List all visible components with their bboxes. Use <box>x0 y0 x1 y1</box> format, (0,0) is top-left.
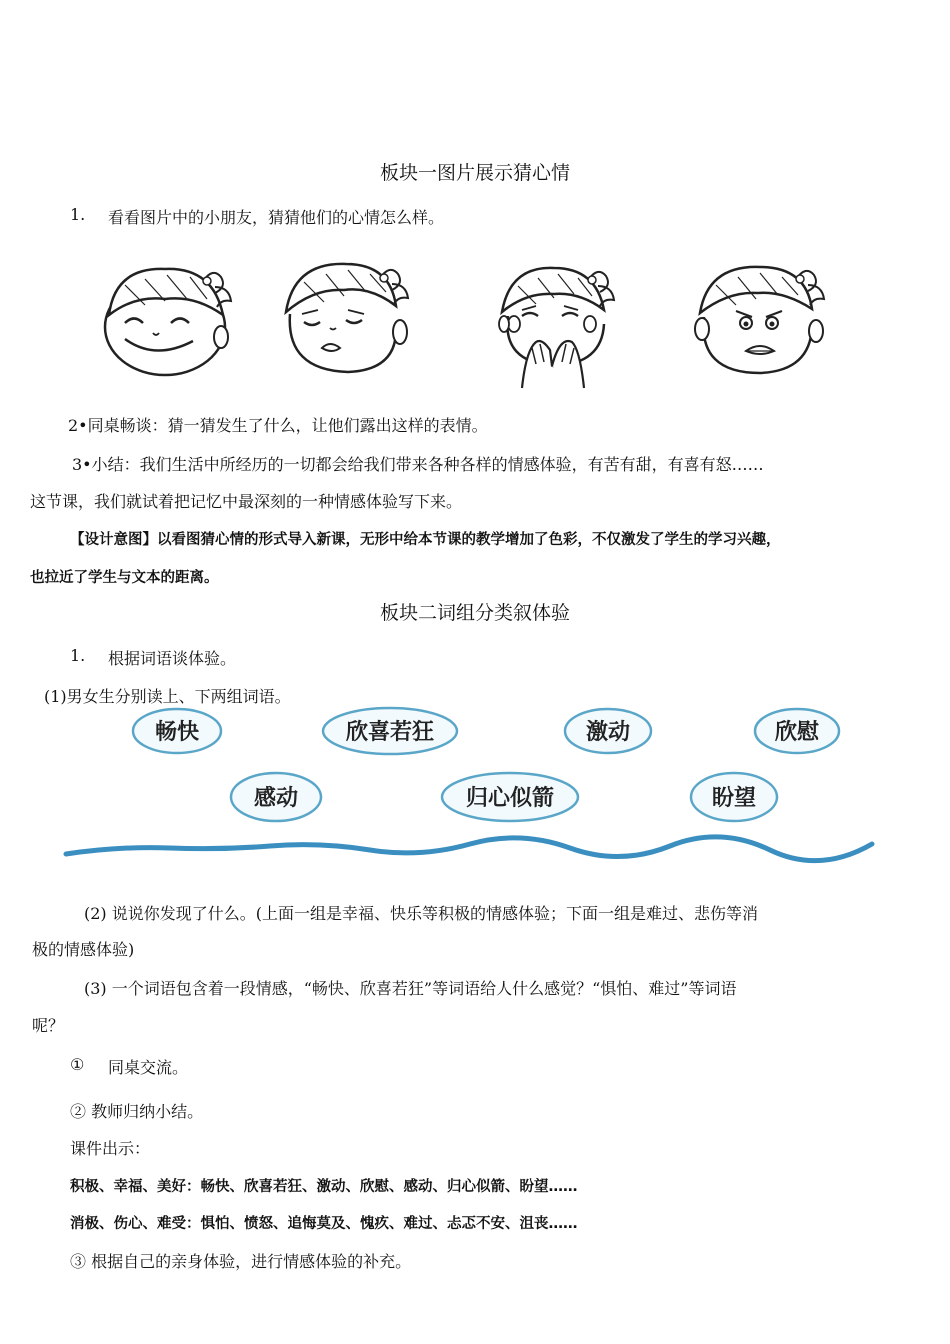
step3-text: ③ 根据自己的亲身体验，进行情感体验的补充。 <box>70 1252 412 1271</box>
word-top-1: 畅快 <box>154 720 200 745</box>
design-intent-label: 【设计意图】 <box>70 532 157 548</box>
section2-item1-text: 根据词语谈体验。 <box>108 649 237 668</box>
courseware-label: 课件出示： <box>70 1139 151 1158</box>
happy-face-icon <box>95 255 245 380</box>
angry-face-icon <box>688 255 838 385</box>
section1-item3-line1: 3•小结：我们生活中所经历的一切都会给我们带来各种各样的情感体验，有苦有甜，有喜有怒…… <box>72 455 764 474</box>
word-bubble-top-1 <box>133 709 221 753</box>
positive-words-line: 积极、幸福、美好：畅快、欣喜若狂、激动、欣慰、感动、归心似箭、盼望…… <box>70 1179 578 1195</box>
wave-divider <box>66 837 872 861</box>
step1-text: 同桌交流。 <box>108 1058 189 1077</box>
word-ellipses <box>60 700 890 870</box>
section2-sub3-line1: (3) 一个词语包含着一段情感，“畅快、欣喜若狂”等词语给人什么感觉？“惧怕、难过”等词语 <box>84 979 737 998</box>
word-bubble-top-3 <box>565 709 651 753</box>
word-top-3: 激动 <box>585 720 631 745</box>
section2-sub1: (1)男女生分别读上、下两组词语。 <box>44 687 291 706</box>
section1-title: 板块一图片展示猜心情 <box>379 162 570 184</box>
section1-item1-text: 看看图片中的小朋友，猜猜他们的心情怎么样。 <box>108 208 445 227</box>
word-bubble-top-2 <box>323 708 457 754</box>
word-bottom-2: 归心似箭 <box>465 786 555 811</box>
design-intent-line1 <box>70 528 781 549</box>
section2-sub2-line1: (2) 说说你发现了什么。(上面一组是幸福、快乐等积极的情感体验；下面一组是难过、悲伤等消 <box>84 904 758 923</box>
section2-sub2-line2: 极的情感体验) <box>32 940 135 959</box>
section1-item1-number: 1. <box>70 205 86 224</box>
section1-item3-line2: 这节课，我们就试着把记忆中最深刻的一种情感体验写下来。 <box>30 492 463 511</box>
section2-title: 板块二词组分类叙体验 <box>379 602 570 624</box>
word-bottom-1: 感动 <box>253 786 299 811</box>
word-bottom-3: 盼望 <box>711 786 757 811</box>
step2-text: ② 教师归纳小结。 <box>70 1102 204 1121</box>
crying-face-icon <box>492 258 627 393</box>
word-bubble-bottom-1 <box>231 773 321 821</box>
word-bubble-top-4 <box>755 709 839 753</box>
word-top-2: 欣喜若狂 <box>345 720 435 745</box>
section1-item2: 2•同桌畅谈：猜一猜发生了什么，让他们露出这样的表情。 <box>68 416 488 435</box>
word-top-4: 欣慰 <box>774 720 820 745</box>
negative-words-line: 消极、伤心、难受：惧怕、愤怒、追悔莫及、愧疚、难过、忐忑不安、沮丧…… <box>70 1216 578 1232</box>
design-intent-text1: 以看图猜心情的形式导入新课，无形中给本节课的教学增加了色彩，不仅激发了学生的学习兴趣， <box>157 532 781 548</box>
word-bubble-bottom-3 <box>691 773 777 821</box>
step1-number: ① <box>70 1055 85 1074</box>
section2-sub3-line2: 呢？ <box>32 1016 65 1035</box>
section2-item1-number: 1. <box>70 646 86 665</box>
design-intent-line2: 也拉近了学生与文本的距离。 <box>30 570 219 586</box>
sad-face-icon <box>278 250 428 380</box>
word-bubble-bottom-2 <box>442 773 578 821</box>
